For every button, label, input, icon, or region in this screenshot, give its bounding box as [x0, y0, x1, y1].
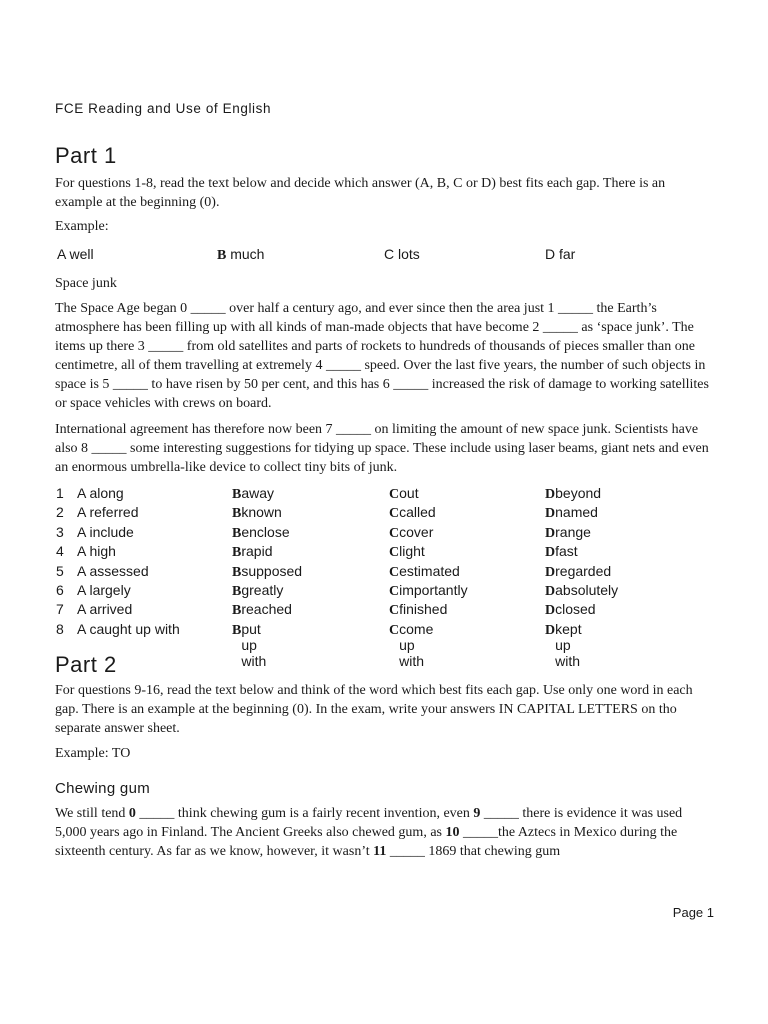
- option-c: C called: [389, 504, 436, 522]
- example-option-b: [217, 246, 264, 264]
- question-number: 3: [56, 523, 64, 540]
- option-c: C cover: [389, 523, 434, 541]
- option-b: B enclose: [232, 523, 290, 541]
- option-c: C light: [389, 543, 425, 561]
- document-header: FCE Reading and Use of English: [55, 101, 272, 116]
- option-c: C estimated: [389, 562, 460, 580]
- question-number: 4: [56, 543, 64, 560]
- option-a: A arrived: [77, 601, 133, 618]
- page-number: Page 1: [672, 905, 714, 920]
- option-d: D absolutely: [545, 581, 619, 599]
- question-number: 8: [56, 620, 64, 637]
- question-number: 5: [56, 562, 64, 579]
- option-d: D beyond: [545, 485, 602, 502]
- part2-text-title: Chewing gum: [55, 780, 151, 797]
- question-row: [55, 563, 715, 582]
- part2-paragraph: We still tend 0 _____ think chewing gum is a fairly recent invention, even 9 _____ there is evidence it was used 5,000 years ago in Finland. The Ancient Greeks also chewed gum, as 10 _____the Aztecs in Mexico during the sixteenth century. As far as we know, however, it wasn’t 11 _____ 1869 that chewing gum: [55, 806, 683, 859]
- option-a: A high: [77, 543, 116, 560]
- option-b: B reached: [232, 601, 292, 619]
- option-a: A along: [77, 485, 124, 501]
- option-a: A caught up with: [77, 620, 180, 637]
- part1-paragraph-1: The Space Age began 0 _____ over half a century ago, and ever since then the area just 1 _____ the Earth’s atmosphere has been filling up with all kinds of man-made objects that have become 2 _____ as ‘space junk’. The items up there 3 _____ from old satellites and parts of rockets to hundreds of thousands of pieces smaller than one centimetre, all of them travelling at extremely 4 _____ speed. Over the last five years, the number of such objects in space is 5 _____ to have risen by 50 per cent, and this has 6 _____ increased the risk of damage to working satellites or space vehicles with crews on board.: [55, 301, 709, 411]
- option-a: A largely: [77, 581, 131, 598]
- option-b: B known: [232, 504, 282, 522]
- option-c: C importantly: [389, 581, 468, 599]
- question-row: [55, 582, 715, 601]
- gap-number: 11: [373, 844, 387, 859]
- option-c: C out: [389, 485, 419, 502]
- question-row: [55, 485, 715, 504]
- question-row: [55, 504, 715, 523]
- part1-title: Part 1: [55, 143, 117, 168]
- option-d: D fast: [545, 543, 578, 561]
- question-row: [55, 524, 715, 543]
- option-c: C come up with: [389, 620, 434, 669]
- option-d: D named: [545, 504, 598, 522]
- part2-instructions: For questions 9-16, read the text below and think of the word which best fits each gap. Use only one word in each gap. There is an example at the beginning (0). In the exam, write your answers IN CAPITAL LETTERS on tho separate answer sheet.: [55, 683, 693, 736]
- gap-number: 10: [445, 825, 460, 840]
- option-c: C finished: [389, 601, 448, 619]
- example-option-b-text: much: [230, 246, 265, 262]
- example-option-d: D far: [545, 246, 576, 262]
- option-d: D closed: [545, 601, 596, 619]
- question-number: 2: [56, 504, 64, 521]
- option-a: A assessed: [77, 562, 149, 579]
- question-number: 1: [56, 485, 64, 501]
- example-option-c: C lots: [384, 246, 420, 262]
- option-d: D range: [545, 523, 591, 541]
- example-label: Example:: [55, 219, 109, 234]
- example-options-row: [55, 246, 715, 266]
- part2-example: Example: TO: [55, 746, 131, 761]
- option-d: D regarded: [545, 562, 612, 580]
- option-b: B away: [232, 485, 275, 502]
- option-a: A include: [77, 523, 134, 540]
- part1-instructions: For questions 1-8, read the text below and decide which answer (A, B, C or D) best fits each gap. There is an example at the beginning (0).: [55, 176, 666, 210]
- question-row: [55, 601, 715, 620]
- example-option-b-letter: B: [217, 248, 227, 263]
- option-b: B rapid: [232, 543, 273, 561]
- part1-paragraph-2: International agreement has therefore now been 7 _____ on limiting the amount of new space junk. Scientists have also 8 _____ some interesting suggestions for tidying up space. These include using laser beams, giant nets and even an enormous umbrella-like device to collect tiny bits of junk.: [55, 422, 709, 475]
- option-b: B greatly: [232, 581, 284, 599]
- option-d: D kept up with: [545, 620, 582, 669]
- option-b: B supposed: [232, 562, 303, 580]
- part2-title: Part 2: [55, 652, 117, 677]
- question-number: 7: [56, 601, 64, 618]
- option-a: A referred: [77, 504, 139, 521]
- option-b: B put up with: [232, 620, 267, 669]
- example-option-a: A well: [57, 246, 94, 262]
- part1-text-title: Space junk: [55, 276, 117, 291]
- gap-number: 0: [128, 806, 136, 821]
- question-row: [55, 543, 715, 562]
- gap-number: 9: [473, 806, 481, 821]
- question-number: 6: [56, 581, 64, 598]
